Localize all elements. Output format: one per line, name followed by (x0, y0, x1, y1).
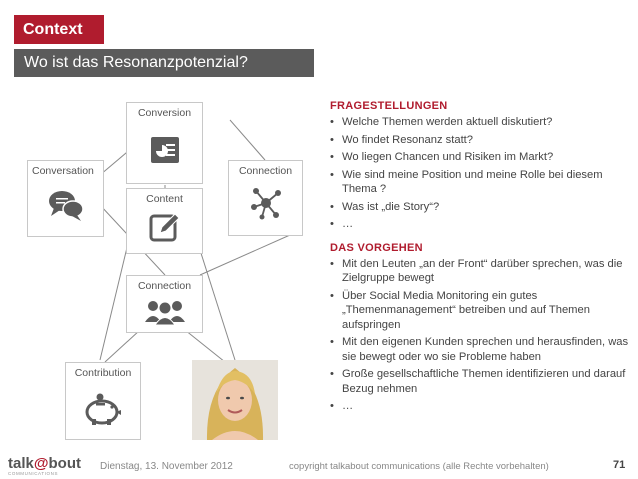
list-item: • Mit den eigenen Kunden sprechen und herausfinden, was sie bewegt oder wo sie Probleme haben (330, 335, 630, 364)
contribution-box (65, 362, 141, 440)
connection-top-box (228, 160, 303, 236)
conversation-label: Conversation (32, 165, 94, 177)
list-item: • Mit den Leuten „an der Front“ darüber sprechen, was die Zielgruppe bewegt (330, 257, 630, 286)
logo-text-end: bout (48, 455, 81, 472)
list-item: • … (330, 217, 630, 232)
fragestellungen-title: FRAGESTELLUNGEN (330, 100, 448, 112)
fragestellungen-list (330, 115, 630, 232)
conversation-box (27, 160, 104, 237)
conversion-label: Conversion (137, 107, 192, 119)
contribution-label: Contribution (74, 367, 132, 379)
company-logo (8, 455, 81, 476)
page-number: 71 (613, 459, 626, 471)
connection-bottom-box (126, 275, 203, 333)
conversion-box (126, 102, 203, 184)
footer-date: Dienstag, 13. November 2012 (100, 461, 233, 472)
document-chart-icon (147, 135, 183, 170)
content-label: Content (146, 193, 183, 205)
footer-copyright: copyright talkabout communications (alle Rechte vorbehalten) (289, 461, 549, 472)
list-item: • Was ist „die Story“? (330, 200, 630, 215)
list-item: • Wo liegen Chancen und Risiken im Markt? (330, 150, 630, 165)
speech-bubbles-icon (46, 188, 86, 229)
list-item: • Wie sind meine Position und meine Rolle bei diesem Thema ? (330, 168, 630, 197)
list-item: • … (330, 399, 630, 414)
logo-at: @ (33, 455, 49, 472)
questions-panel (330, 100, 630, 417)
list-item: • Über Social Media Monitoring ein gutes „Themenmanagement“ betreiben und auf Themen aufspringen (330, 289, 630, 333)
list-item: • Welche Themen werden aktuell diskutiert? (330, 115, 630, 130)
network-nodes-icon (248, 185, 284, 226)
piggy-bank-icon (82, 393, 124, 432)
vorgehen-title: DAS VORGEHEN (330, 241, 423, 254)
people-group-icon (143, 298, 187, 331)
logo-text: talk (8, 455, 34, 472)
list-item: • Große gesellschaftliche Themen identifizieren und darauf Bezug nehmen (330, 367, 630, 396)
vorgehen-list (330, 257, 630, 414)
content-box (126, 188, 203, 254)
page-subtitle: Wo ist das Resonanzpotenzial? (14, 49, 314, 77)
logo-subtext: COMMUNICATIONS (8, 471, 59, 476)
edit-pencil-icon (148, 211, 182, 250)
connection-bottom-label: Connection (137, 280, 192, 292)
list-item: • Wo findet Resonanz statt? (330, 133, 630, 148)
context-label: Context (14, 15, 104, 44)
connection-top-label: Connection (238, 165, 293, 177)
person-photo (192, 360, 278, 440)
